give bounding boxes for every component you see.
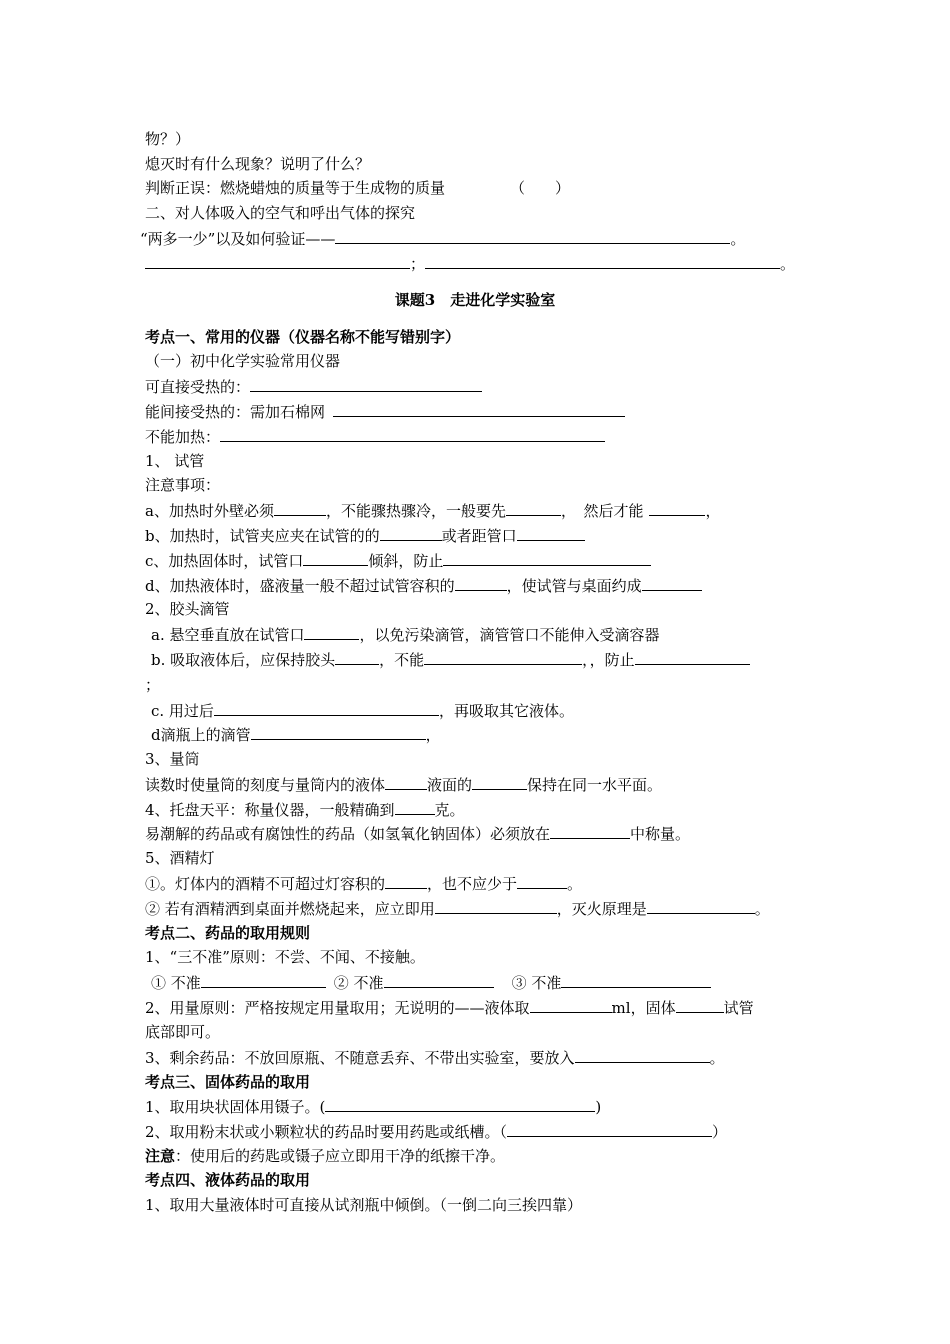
text-line: ② 若有酒精洒到桌面并燃烧起来，应立即用 ，灭火原理是 。 (145, 900, 770, 918)
text-line: 可直接受热的： (145, 376, 482, 397)
answer-blank[interactable] (325, 1096, 595, 1112)
answer-blank[interactable] (251, 724, 426, 740)
text-line: b、加热时，试管夹应夹在试管的的 或者距管口 (145, 525, 585, 546)
answer-blank[interactable] (517, 873, 567, 889)
answer-blank[interactable] (635, 649, 750, 665)
text-line: 3、量筒 (145, 750, 200, 768)
text-line: 熄灭时有什么现象？说明了什么？ (145, 155, 371, 173)
text-line: 注意事项： (145, 476, 221, 494)
answer-blank[interactable] (455, 575, 507, 591)
answer-blank[interactable] (425, 253, 780, 269)
section-heading: 考点二、药品的取用规则 (145, 924, 311, 942)
text-line: 1、 试管 (145, 452, 205, 470)
text-line: d滴瓶上的滴管 ， (151, 726, 441, 744)
text-line: ； (145, 676, 161, 694)
answer-blank[interactable] (214, 700, 439, 716)
text-line: 4、托盘天平：称量仪器，一般精确到 克。 (145, 801, 465, 819)
answer-blank[interactable] (304, 624, 359, 640)
text-line: 1、取用块状固体用镊子。( ) (145, 1098, 602, 1116)
text-line: d、加热液体时，盛液量一般不超过试管容积的 ，使试管与桌面约成 (145, 575, 702, 596)
text-line: 1、取用大量液体时可直接从试剂瓶中倾倒。（一倒二向三挨四靠） (145, 1196, 583, 1214)
text-line: 2、取用粉末状或小颗粒状的药品时要用药匙或纸槽。（ ） (145, 1123, 728, 1141)
text-line: “两多一少”以及如何验证—— 。 (140, 230, 746, 248)
answer-blank[interactable] (561, 972, 711, 988)
text-line: ① 不准 ② 不准 ③ 不准 (151, 972, 711, 993)
text-line: （一）初中化学实验常用仪器 (145, 352, 341, 370)
answer-blank[interactable] (380, 525, 442, 541)
answer-blank[interactable] (507, 1121, 712, 1137)
answer-blank[interactable] (384, 972, 494, 988)
text-line: 3、剩余药品：不放回原瓶、不随意丢弃、不带出实验室，要放入 。 (145, 1049, 725, 1067)
text-line: 能间接受热的：需加石棉网 (145, 401, 625, 422)
text-line: c. 用过后 ，再吸取其它液体。 (151, 702, 574, 720)
text-line: 1、“三不准”原则：不尝、不闻、不接触。 (145, 948, 425, 966)
text-line: 2、胶头滴管 (145, 600, 230, 618)
answer-blank[interactable] (506, 500, 561, 516)
answer-blank[interactable] (530, 997, 612, 1013)
section-title: 课题3 走进化学实验室 (394, 291, 556, 309)
text-line: a、加热时外壁必须 ，不能骤热骤冷，一般要先 ， 然后才能 ， (145, 502, 721, 520)
text-line: ①。灯体内的酒精不可超过灯容积的 ，也不应少于 。 (145, 875, 583, 893)
text-line: 2、用量原则：严格按规定用量取用；无说明的——液体取 ml，固体 试管 (145, 999, 754, 1017)
answer-blank[interactable] (395, 799, 435, 815)
text-line: 判断正误：燃烧蜡烛的质量等于生成物的质量 （ ） (145, 179, 571, 197)
answer-blank[interactable] (472, 774, 527, 790)
answer-blank[interactable] (647, 898, 755, 914)
answer-blank[interactable] (642, 575, 702, 591)
answer-blank[interactable] (220, 426, 605, 442)
answer-blank[interactable] (335, 228, 730, 244)
answer-blank[interactable] (676, 997, 724, 1013)
text-line: a. 悬空垂直放在试管口 ，以免污染滴管，滴管管口不能伸入受滴容器 (151, 626, 660, 644)
text-line: 注意：使用后的药匙或镊子应立即用干净的纸擦干净。 (145, 1147, 506, 1165)
text-line: 读数时使量筒的刻度与量筒内的液体 液面的 保持在同一水平面。 (145, 776, 663, 794)
answer-blank[interactable] (250, 376, 482, 392)
text-line: 易潮解的药品或有腐蚀性的药品（如氢氧化钠固体）必须放在 中称量。 (145, 825, 691, 843)
answer-blank[interactable] (145, 253, 410, 269)
text-line: ； 。 (145, 253, 795, 274)
section-heading: 考点四、液体药品的取用 (145, 1171, 311, 1189)
answer-blank[interactable] (575, 1047, 710, 1063)
answer-blank[interactable] (333, 401, 625, 417)
text-line: 物？） (145, 130, 191, 148)
answer-blank[interactable] (385, 774, 427, 790)
text-line: b. 吸取液体后，应保持胶头 ，不能 ，，防止 (151, 649, 750, 670)
answer-blank[interactable] (649, 500, 705, 516)
answer-blank[interactable] (385, 873, 427, 889)
answer-blank[interactable] (274, 500, 326, 516)
text-line: 底部即可。 (145, 1023, 221, 1041)
text-line: 5、酒精灯 (145, 849, 215, 867)
answer-blank[interactable] (517, 525, 585, 541)
answer-blank[interactable] (443, 550, 651, 566)
text-line: 不能加热： (145, 426, 605, 447)
answer-blank[interactable] (303, 550, 368, 566)
answer-blank[interactable] (424, 649, 582, 665)
text-line: c、加热固体时，试管口 倾斜，防止 (145, 550, 651, 571)
section-heading: 考点一、常用的仪器（仪器名称不能写错别字） (145, 328, 461, 346)
answer-blank[interactable] (335, 649, 379, 665)
answer-blank[interactable] (201, 972, 326, 988)
section-heading: 考点三、固体药品的取用 (145, 1073, 311, 1091)
text-line: 二、对人体吸入的空气和呼出气体的探究 (145, 204, 416, 222)
answer-blank[interactable] (550, 823, 630, 839)
answer-blank[interactable] (435, 898, 557, 914)
